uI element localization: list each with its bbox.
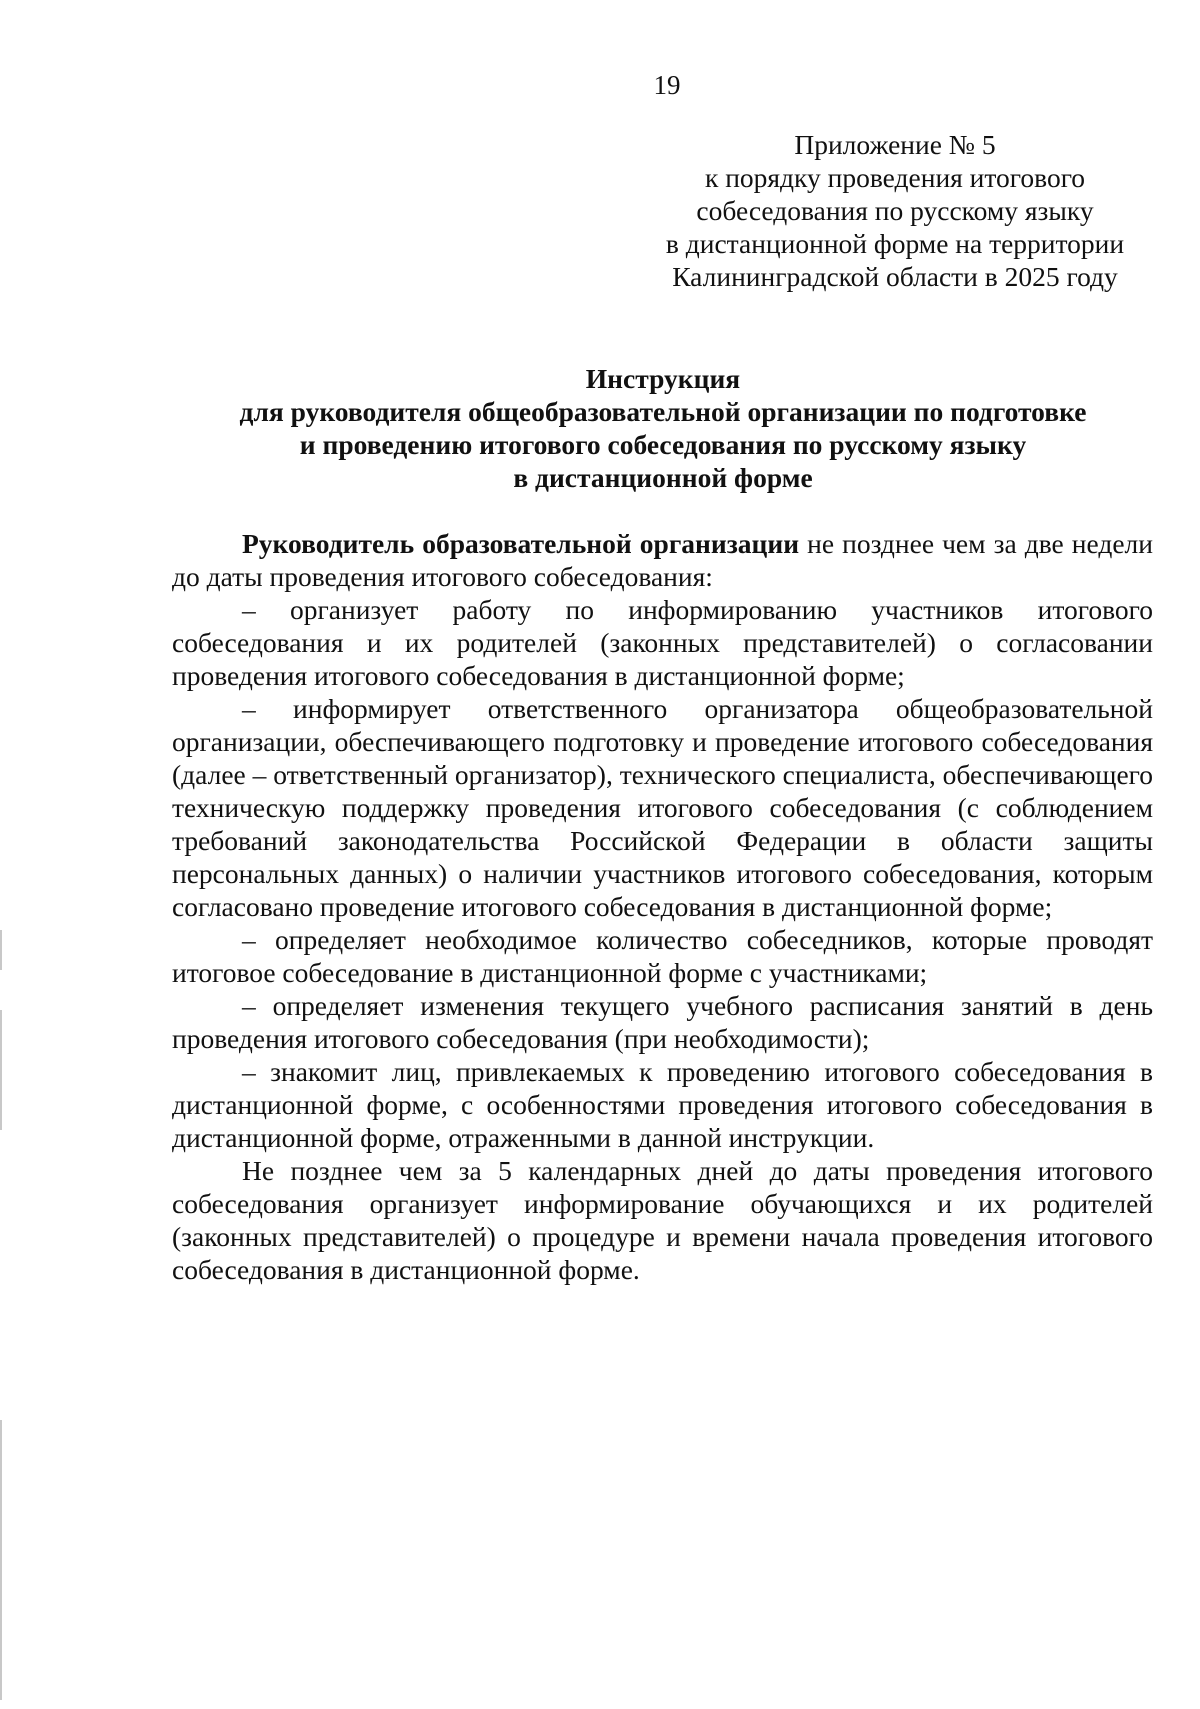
document-body [172,527,1153,1286]
title-line: Инструкция [585,363,741,394]
scan-edge-mark [0,1010,2,1130]
intro-paragraph [172,527,1153,593]
intro-text: не позднее чем за две недели до даты проведения итогового собеседования: [172,528,1153,592]
appendix-line: к порядку проведения итогового [704,162,1086,193]
scan-edge-mark [0,1420,2,1700]
title-line: и проведению итогового собеседования по русскому языку [299,429,1027,460]
appendix-line: Приложение № 5 [794,129,996,160]
intro-bold: Руководитель образовательной организации [242,528,800,559]
page-number: 19 [653,70,681,100]
scan-edge-mark [0,930,2,970]
title-line: в дистанционной форме [513,462,813,493]
closing-paragraph: Не позднее чем за 5 календарных дней до даты проведения итогового собеседования организует информирование обучающихся и их родителей (законных представителей) о процедуре и времени начала проведения итогового собеседования в дистанционной форме. [172,1155,1153,1285]
list-item: – знакомит лиц, привлекаемых к проведению итогового собеседования в дистанционной форме, с особенностями проведения итогового собеседования в дистанционной форме, отраженными в данной инструкции. [172,1056,1153,1153]
appendix-header [640,128,1150,293]
title-line: для руководителя общеобразовательной организации по подготовке [239,396,1087,427]
list-item: – определяет необходимое количество собеседников, которые проводят итоговое собеседование в дистанционной форме с участниками; [172,924,1153,988]
list-item: – организует работу по информированию участников итогового собеседования и их родителей (законных представителей) о согласовании проведения итогового собеседования в дистанционной форме; [172,594,1153,691]
appendix-line: собеседования по русскому языку [696,195,1094,226]
appendix-line: в дистанционной форме на территории [665,228,1125,259]
list-item: – информирует ответственного организатора общеобразовательной организации, обеспечивающего подготовку и проведение итогового собеседования (далее – ответственный организатор), технического специалиста, обеспечивающего техническую поддержку проведения итогового собеседования (с соблюдением требований законодательства Российской Федерации в области защиты персональных данных) о наличии участников итогового собеседования, которым согласовано проведение итогового собеседования в дистанционной форме; [172,693,1153,922]
appendix-line: Калининградской области в 2025 году [672,261,1118,292]
list-item: – определяет изменения текущего учебного расписания занятий в день проведения итогового собеседования (при необходимости); [172,990,1153,1054]
document-title [170,362,1156,494]
